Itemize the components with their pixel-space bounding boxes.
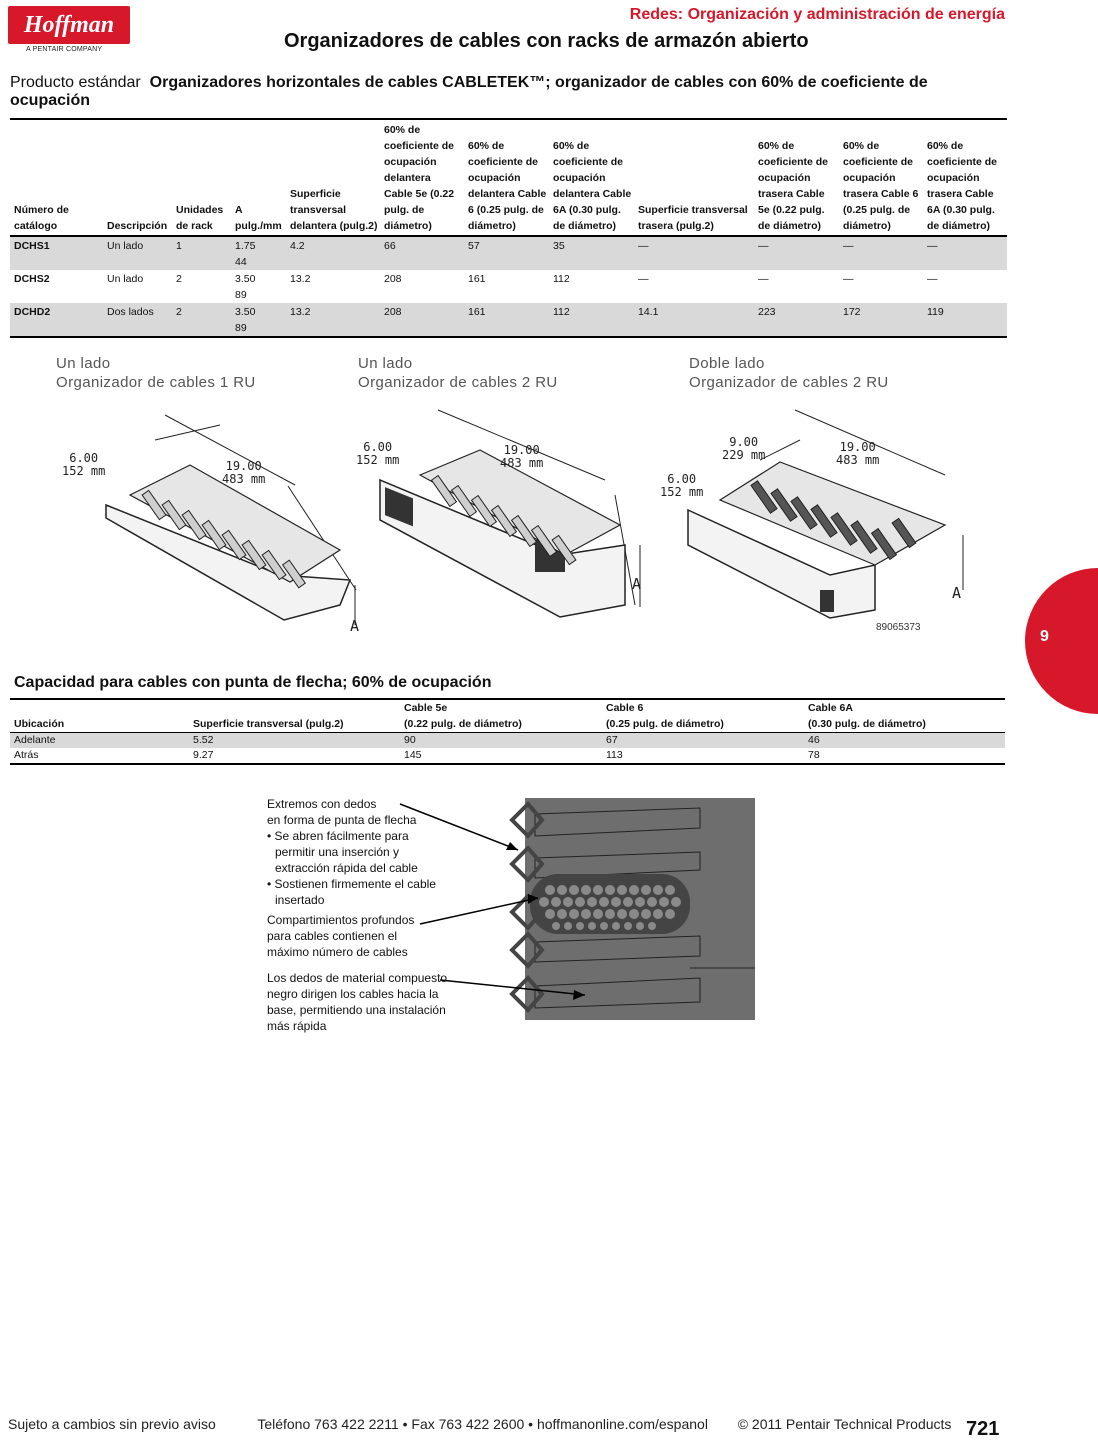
table-cell: 4.2 <box>286 236 380 270</box>
table-cell: — <box>927 273 938 285</box>
note-line: insertado <box>275 893 325 907</box>
figure-2-depth-dim: 6.00 152 mm <box>356 440 400 467</box>
table-cell: — <box>923 236 1007 270</box>
footer-notice: Sujeto a cambios sin previo aviso <box>8 1416 216 1432</box>
table-cell: 3.50 89 <box>235 273 256 301</box>
product-subtitle <box>10 74 1000 110</box>
figure-1-caption <box>56 354 256 392</box>
table-cell: 112 <box>549 303 634 337</box>
table-cell: — <box>758 273 769 285</box>
note-line: más rápida <box>267 1019 327 1033</box>
table-cell: 161 <box>464 303 549 337</box>
subtitle-lead: Producto estándar <box>10 74 141 91</box>
finger-illustration <box>260 790 760 1030</box>
table-cell: 78 <box>808 749 820 761</box>
table-cell: 119 <box>923 303 1007 337</box>
table-cell: 9.27 <box>193 749 214 761</box>
table-cell: 1.75 44 <box>231 236 286 270</box>
capacity-header-cell: Cable 5e (0.22 pulg. de diámetro) <box>400 699 602 733</box>
table-cell: 67 <box>602 733 804 749</box>
figure-3-rear-depth-dim: 9.00 229 mm <box>722 435 766 462</box>
table-cell: 112 <box>553 273 570 285</box>
table-cell: 1 <box>172 236 231 270</box>
note-line: extracción rápida del cable <box>275 861 418 875</box>
catalog-table <box>10 118 1007 338</box>
figure-2-width-dim: 19.00 483 mm <box>500 443 544 470</box>
table-cell: 208 <box>384 273 402 285</box>
capacity-header-cell: Cable 6A (0.30 pulg. de diámetro) <box>804 699 1005 733</box>
note-line: para cables contienen el <box>267 929 398 943</box>
table-cell: 35 <box>549 236 634 270</box>
capacity-header-cell: Cable 6 (0.25 pulg. de diámetro) <box>602 699 804 733</box>
figure-3-a-label: A <box>952 584 962 602</box>
table-cell: 13.2 <box>286 303 380 337</box>
figure-2-caption-line-2: Organizador de cables 2 RU <box>358 374 558 391</box>
table-cell: 145 <box>404 749 422 761</box>
note-line: Extremos con dedos <box>267 797 377 811</box>
capacity-table <box>10 698 1005 765</box>
figure-3-caption-line-1: Doble lado <box>689 355 765 372</box>
footer <box>8 1416 951 1432</box>
table-row <box>10 303 1007 337</box>
catalog-header-cell: 60% de coeficiente de ocupación delantera Cable 6 (0.25 pulg. de diámetro) <box>464 119 549 236</box>
note-line: en forma de punta de flecha <box>267 813 417 827</box>
table-cell: Un lado <box>107 273 144 285</box>
catalog-header-cell: 60% de coeficiente de ocupación delantera Cable 5e (0.22 pulg. de diámetro) <box>380 119 464 236</box>
figure-3-caption-line-2: Organizador de cables 2 RU <box>689 374 889 391</box>
figure-1-a-label: A <box>350 617 360 635</box>
note-line: máximo número de cables <box>267 945 408 959</box>
page-number: 721 <box>966 1418 1000 1440</box>
catalog-number-cell: DCHS1 <box>10 236 103 270</box>
note-line: negro dirigen los cables hacia la <box>267 987 439 1001</box>
table-cell: 2 <box>176 273 182 285</box>
capacity-title: Capacidad para cables con punta de flecha; 60% de ocupación <box>14 674 492 691</box>
figure-2-caption-line-1: Un lado <box>358 355 413 372</box>
table-cell: 90 <box>400 733 602 749</box>
organizer-2ru-double-drawing <box>680 400 980 620</box>
table-cell: — <box>638 273 649 285</box>
catalog-header-cell: 60% de coeficiente de ocupación trasera Cable 5e (0.22 pulg. de diámetro) <box>754 119 839 236</box>
figure-1-caption-line-1: Un lado <box>56 355 111 372</box>
table-cell: 57 <box>464 236 549 270</box>
section-title: Redes: Organización y administración de energía <box>629 6 1005 23</box>
catalog-header-cell: 60% de coeficiente de ocupación trasera Cable 6 (0.25 pulg. de diámetro) <box>839 119 923 236</box>
logo-subtext: A PENTAIR COMPANY <box>26 46 103 53</box>
catalog-table-header <box>10 119 1007 236</box>
note-line: Compartimientos profundos <box>267 913 415 927</box>
catalog-header-cell: A pulg./mm <box>231 119 286 236</box>
note-line: • Sostienen firmemente el cable <box>267 877 436 891</box>
organizer-2ru-drawing <box>360 395 670 635</box>
catalog-number-cell: DCHD2 <box>10 303 103 337</box>
table-row <box>10 748 1005 764</box>
table-cell: — <box>754 236 839 270</box>
catalog-header-cell: Unidades de rack <box>172 119 231 236</box>
figure-3-width-dim: 19.00 483 mm <box>836 440 880 467</box>
table-cell: 113 <box>606 749 623 761</box>
subtitle-bold: Organizadores horizontales de cables CABLETEK™; organizador de cables con 60% de coeficiente de ocupación <box>10 74 928 109</box>
table-cell: — <box>843 273 854 285</box>
table-cell: 3.50 89 <box>231 303 286 337</box>
footer-contact: Teléfono 763 422 2211 • Fax 763 422 2600 • hoffmanonline.com/espanol <box>257 1416 708 1432</box>
table-cell: Un lado <box>103 236 172 270</box>
table-cell: 13.2 <box>290 273 311 285</box>
table-cell: 208 <box>380 303 464 337</box>
figure-3-depth-dim: 6.00 152 mm <box>660 472 704 499</box>
figure-1-caption-line-2: Organizador de cables 1 RU <box>56 374 256 391</box>
table-cell: Atrás <box>14 749 39 761</box>
catalog-header-cell: Superficie transversal delantera (pulg.2) <box>286 119 380 236</box>
drawing-part-number: 89065373 <box>876 622 921 633</box>
catalog-header-cell: Superficie transversal trasera (pulg.2) <box>634 119 754 236</box>
note-line: • Se abren fácilmente para <box>267 829 409 843</box>
capacity-header-cell: Ubicación <box>10 699 189 733</box>
catalog-header-cell: Descripción <box>103 119 172 236</box>
figure-1-width-dim: 19.00 483 mm <box>222 459 266 486</box>
table-cell: — <box>634 236 754 270</box>
catalog-header-cell: Número de catálogo <box>10 119 103 236</box>
catalog-number-cell: DCHS2 <box>14 273 50 285</box>
figure-3-caption <box>689 354 889 392</box>
section-tab-number: 9 <box>1040 628 1049 645</box>
organizer-1ru-drawing <box>40 400 380 650</box>
note-line: permitir una inserción y <box>275 845 400 859</box>
table-cell: — <box>839 236 923 270</box>
table-cell: Dos lados <box>103 303 172 337</box>
figure-2-a-label: A <box>632 575 642 593</box>
table-cell: 5.52 <box>189 733 400 749</box>
table-cell: 172 <box>839 303 923 337</box>
footer-copyright: © 2011 Pentair Technical Products <box>737 1416 952 1432</box>
table-cell: 161 <box>468 273 486 285</box>
hoffman-logo: Hoffman <box>8 6 130 44</box>
figure-2-caption <box>358 354 558 392</box>
table-cell: 14.1 <box>634 303 754 337</box>
page-title: Organizadores de cables con racks de armazón abierto <box>284 30 809 52</box>
table-row <box>10 236 1007 270</box>
catalog-header-cell: 60% de coeficiente de ocupación trasera Cable 6A (0.30 pulg. de diámetro) <box>923 119 1007 236</box>
table-row <box>10 270 1007 303</box>
capacity-header-cell: Superficie transversal (pulg.2) <box>189 699 400 733</box>
table-row <box>10 733 1005 749</box>
table-cell: 66 <box>380 236 464 270</box>
catalog-header-cell: 60% de coeficiente de ocupación delantera Cable 6A (0.30 pulg. de diámetro) <box>549 119 634 236</box>
table-cell: 2 <box>172 303 231 337</box>
section-tab <box>1025 568 1098 714</box>
table-cell: 46 <box>804 733 1005 749</box>
table-cell: Adelante <box>10 733 189 749</box>
note-line: base, permitiendo una instalación <box>267 1003 446 1017</box>
table-cell: 223 <box>754 303 839 337</box>
figure-1-depth-dim: 6.00 152 mm <box>62 451 106 478</box>
note-line: Los dedos de material compuesto <box>267 971 448 985</box>
capacity-table-header <box>10 699 1005 733</box>
